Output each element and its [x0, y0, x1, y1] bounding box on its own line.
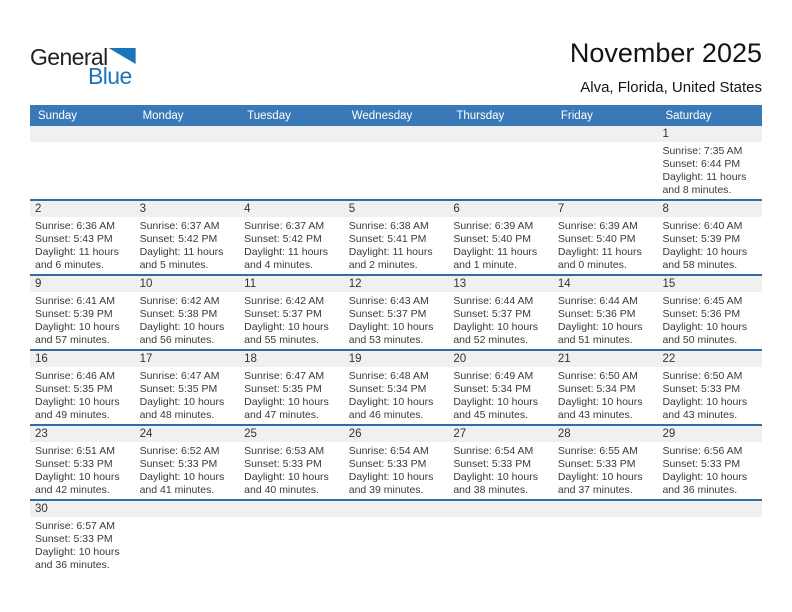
day-minutes-text: and 37 minutes.: [557, 484, 633, 496]
calendar-day-cell: [30, 201, 135, 274]
day-daylight-text: Daylight: 10 hours: [662, 321, 748, 333]
day-sunset-text: Sunset: 5:33 PM: [453, 458, 531, 470]
day-sunset-text: Sunset: 5:35 PM: [244, 383, 322, 395]
day-sunrise-text: Sunrise: 6:47 AM: [139, 370, 220, 382]
day-sunset-text: Sunset: 5:40 PM: [557, 233, 636, 245]
day-minutes-text: and 57 minutes.: [35, 334, 110, 346]
day-sunrise-text: Sunrise: 6:37 AM: [244, 220, 325, 232]
day-daylight-text: Daylight: 10 hours: [557, 471, 643, 483]
day-sunrise-text: Sunrise: 6:47 AM: [244, 370, 325, 382]
day-sunset-text: Sunset: 5:35 PM: [35, 383, 113, 395]
day-number: 14: [553, 276, 658, 292]
day-minutes-text: and 58 minutes.: [662, 259, 738, 271]
general-blue-logo: [30, 46, 140, 88]
day-details: [30, 292, 135, 347]
page-title: November 2025: [569, 38, 762, 68]
day-sunset-text: Sunset: 5:35 PM: [139, 383, 218, 395]
day-sunset-text: Sunset: 5:33 PM: [244, 458, 322, 470]
day-number: 8: [657, 201, 762, 217]
calendar-empty-cell: [448, 126, 553, 199]
calendar-day-cell: [239, 351, 344, 424]
day-daylight-text: Daylight: 10 hours: [244, 396, 329, 408]
day-sunset-text: Sunset: 5:36 PM: [557, 308, 636, 320]
day-sunrise-text: Sunrise: 7:35 AM: [662, 145, 743, 157]
day-number: 1: [657, 126, 762, 142]
day-sunrise-text: Sunrise: 6:55 AM: [557, 445, 638, 457]
day-details: [344, 367, 449, 422]
day-number: [448, 126, 553, 142]
day-daylight-text: Daylight: 10 hours: [348, 396, 434, 408]
calendar-empty-cell: [657, 501, 762, 574]
day-daylight-text: Daylight: 10 hours: [453, 321, 538, 333]
day-sunset-text: Sunset: 5:34 PM: [348, 383, 427, 395]
calendar-day-cell: [657, 426, 762, 499]
day-number: 5: [344, 201, 449, 217]
day-daylight-text: Daylight: 11 hours: [557, 246, 642, 258]
day-minutes-text: and 52 minutes.: [453, 334, 529, 346]
calendar-week-row: [30, 501, 762, 574]
calendar-day-cell: [448, 201, 553, 274]
day-minutes-text: and 43 minutes.: [662, 409, 738, 421]
day-sunset-text: Sunset: 5:37 PM: [348, 308, 427, 320]
day-details: [657, 367, 762, 422]
day-number: [553, 126, 658, 142]
day-sunset-text: Sunset: 5:38 PM: [139, 308, 218, 320]
calendar-day-cell: [553, 276, 658, 349]
day-sunrise-text: Sunrise: 6:37 AM: [139, 220, 220, 232]
day-minutes-text: and 41 minutes.: [139, 484, 215, 496]
calendar-day-cell: [239, 426, 344, 499]
day-sunset-text: Sunset: 5:33 PM: [35, 458, 113, 470]
day-number: 29: [657, 426, 762, 442]
day-sunrise-text: Sunrise: 6:39 AM: [453, 220, 534, 232]
day-sunrise-text: Sunrise: 6:53 AM: [244, 445, 325, 457]
day-number: 10: [135, 276, 240, 292]
day-minutes-text: and 51 minutes.: [557, 334, 633, 346]
day-sunrise-text: Sunrise: 6:39 AM: [557, 220, 638, 232]
day-minutes-text: and 36 minutes.: [35, 559, 110, 571]
day-minutes-text: and 48 minutes.: [139, 409, 215, 421]
day-minutes-text: and 40 minutes.: [244, 484, 319, 496]
day-daylight-text: Daylight: 10 hours: [35, 546, 120, 558]
day-minutes-text: and 42 minutes.: [35, 484, 110, 496]
day-details: [344, 217, 449, 272]
day-number: [344, 501, 449, 517]
calendar-weeks: [30, 126, 762, 574]
calendar-day-cell: [344, 201, 449, 274]
weekday-header-saturday: Saturday: [665, 109, 712, 122]
day-sunset-text: Sunset: 5:34 PM: [453, 383, 531, 395]
calendar-day-cell: [657, 126, 762, 199]
day-number: 20: [448, 351, 553, 367]
day-details: [553, 367, 658, 422]
day-details: [657, 442, 762, 497]
day-daylight-text: Daylight: 10 hours: [348, 471, 434, 483]
day-sunrise-text: Sunrise: 6:49 AM: [453, 370, 534, 382]
day-daylight-text: Daylight: 11 hours: [139, 246, 224, 258]
day-sunrise-text: Sunrise: 6:43 AM: [348, 295, 429, 307]
day-details: [30, 367, 135, 422]
day-sunset-text: Sunset: 5:33 PM: [348, 458, 427, 470]
day-sunrise-text: Sunrise: 6:46 AM: [35, 370, 115, 382]
day-daylight-text: Daylight: 11 hours: [662, 171, 747, 183]
day-sunrise-text: Sunrise: 6:52 AM: [139, 445, 220, 457]
day-number: 23: [30, 426, 135, 442]
day-daylight-text: Daylight: 10 hours: [348, 321, 434, 333]
day-details: [553, 217, 658, 272]
day-sunset-text: Sunset: 5:33 PM: [557, 458, 636, 470]
day-details: [448, 217, 553, 272]
day-number: 19: [344, 351, 449, 367]
day-minutes-text: and 49 minutes.: [35, 409, 110, 421]
day-sunset-text: Sunset: 5:39 PM: [35, 308, 113, 320]
page-subtitle: Alva, Florida, United States: [580, 79, 762, 96]
day-sunrise-text: Sunrise: 6:45 AM: [662, 295, 743, 307]
calendar-day-cell: [135, 276, 240, 349]
day-details: [135, 217, 240, 272]
day-sunset-text: Sunset: 5:39 PM: [662, 233, 741, 245]
day-daylight-text: Daylight: 10 hours: [35, 321, 120, 333]
day-sunrise-text: Sunrise: 6:42 AM: [139, 295, 220, 307]
day-sunset-text: Sunset: 5:33 PM: [35, 533, 113, 545]
day-details: [448, 442, 553, 497]
calendar-empty-cell: [30, 126, 135, 199]
day-sunset-text: Sunset: 5:37 PM: [244, 308, 322, 320]
day-sunrise-text: Sunrise: 6:56 AM: [662, 445, 743, 457]
day-minutes-text: and 50 minutes.: [662, 334, 738, 346]
day-minutes-text: and 6 minutes.: [35, 259, 104, 271]
day-number: [553, 501, 658, 517]
day-sunrise-text: Sunrise: 6:51 AM: [35, 445, 115, 457]
day-sunrise-text: Sunrise: 6:44 AM: [557, 295, 638, 307]
day-number: 11: [239, 276, 344, 292]
calendar-day-cell: [239, 276, 344, 349]
day-minutes-text: and 45 minutes.: [453, 409, 529, 421]
day-minutes-text: and 56 minutes.: [139, 334, 215, 346]
day-number: [135, 126, 240, 142]
day-details: [448, 292, 553, 347]
calendar-day-cell: [553, 201, 658, 274]
day-details: [135, 442, 240, 497]
day-number: 26: [344, 426, 449, 442]
calendar-day-cell: [657, 276, 762, 349]
day-details: [239, 292, 344, 347]
calendar-empty-cell: [448, 501, 553, 574]
calendar-day-cell: [448, 426, 553, 499]
day-number: 3: [135, 201, 240, 217]
day-sunset-text: Sunset: 5:42 PM: [244, 233, 322, 245]
day-number: 28: [553, 426, 658, 442]
day-minutes-text: and 5 minutes.: [139, 259, 209, 271]
calendar-week-row: [30, 276, 762, 351]
day-number: 17: [135, 351, 240, 367]
day-details: [344, 292, 449, 347]
day-details: [30, 442, 135, 497]
day-details: [344, 442, 449, 497]
calendar-day-cell: [344, 426, 449, 499]
day-sunset-text: Sunset: 5:36 PM: [662, 308, 741, 320]
calendar-day-cell: [553, 426, 658, 499]
day-minutes-text: and 47 minutes.: [244, 409, 319, 421]
day-daylight-text: Daylight: 10 hours: [453, 396, 538, 408]
day-sunrise-text: Sunrise: 6:54 AM: [348, 445, 429, 457]
day-number: 27: [448, 426, 553, 442]
day-minutes-text: and 1 minute.: [453, 259, 517, 271]
calendar-day-cell: [135, 351, 240, 424]
day-details: [30, 517, 135, 572]
day-number: 30: [30, 501, 135, 517]
calendar-day-cell: [30, 276, 135, 349]
day-sunset-text: Sunset: 5:33 PM: [139, 458, 218, 470]
day-number: 4: [239, 201, 344, 217]
day-daylight-text: Daylight: 11 hours: [35, 246, 119, 258]
calendar-day-cell: [448, 351, 553, 424]
day-minutes-text: and 46 minutes.: [348, 409, 424, 421]
day-daylight-text: Daylight: 10 hours: [662, 246, 748, 258]
day-sunrise-text: Sunrise: 6:50 AM: [557, 370, 638, 382]
day-sunrise-text: Sunrise: 6:42 AM: [244, 295, 325, 307]
day-minutes-text: and 0 minutes.: [557, 259, 627, 271]
day-details: [448, 367, 553, 422]
day-daylight-text: Daylight: 11 hours: [348, 246, 433, 258]
day-sunrise-text: Sunrise: 6:40 AM: [662, 220, 743, 232]
day-number: [344, 126, 449, 142]
day-details: [657, 217, 762, 272]
day-daylight-text: Daylight: 10 hours: [557, 396, 643, 408]
day-details: [135, 367, 240, 422]
day-daylight-text: Daylight: 10 hours: [662, 396, 748, 408]
day-minutes-text: and 53 minutes.: [348, 334, 424, 346]
weekday-header-wednesday: Wednesday: [351, 109, 413, 122]
calendar-week-row: [30, 126, 762, 201]
day-sunrise-text: Sunrise: 6:36 AM: [35, 220, 115, 232]
day-number: 13: [448, 276, 553, 292]
calendar-empty-cell: [135, 501, 240, 574]
day-details: [135, 292, 240, 347]
day-sunrise-text: Sunrise: 6:41 AM: [35, 295, 115, 307]
day-daylight-text: Daylight: 10 hours: [35, 396, 120, 408]
calendar-day-cell: [657, 201, 762, 274]
calendar-empty-cell: [239, 126, 344, 199]
day-number: [30, 126, 135, 142]
day-sunset-text: Sunset: 5:41 PM: [348, 233, 427, 245]
weekday-header-row: [30, 105, 762, 126]
calendar-empty-cell: [135, 126, 240, 199]
logo-text-blue: Blue: [88, 63, 132, 89]
day-sunrise-text: Sunrise: 6:48 AM: [348, 370, 429, 382]
day-details: [657, 292, 762, 347]
day-minutes-text: and 55 minutes.: [244, 334, 319, 346]
day-number: 16: [30, 351, 135, 367]
day-sunrise-text: Sunrise: 6:44 AM: [453, 295, 534, 307]
calendar-day-cell: [135, 426, 240, 499]
day-sunrise-text: Sunrise: 6:50 AM: [662, 370, 743, 382]
day-daylight-text: Daylight: 10 hours: [453, 471, 538, 483]
calendar-week-row: [30, 426, 762, 501]
day-daylight-text: Daylight: 11 hours: [244, 246, 329, 258]
day-sunset-text: Sunset: 5:43 PM: [35, 233, 113, 245]
day-number: [239, 501, 344, 517]
calendar-day-cell: [657, 351, 762, 424]
weekday-header-friday: Friday: [560, 109, 593, 122]
day-minutes-text: and 43 minutes.: [557, 409, 633, 421]
day-details: [657, 142, 762, 197]
day-number: 9: [30, 276, 135, 292]
calendar-week-row: [30, 351, 762, 426]
day-number: 18: [239, 351, 344, 367]
logo-triangle-icon: [109, 48, 136, 64]
day-minutes-text: and 2 minutes.: [348, 259, 418, 271]
day-number: [448, 501, 553, 517]
day-sunset-text: Sunset: 5:42 PM: [139, 233, 218, 245]
day-daylight-text: Daylight: 10 hours: [35, 471, 120, 483]
calendar-empty-cell: [344, 126, 449, 199]
day-details: [30, 217, 135, 272]
day-number: 12: [344, 276, 449, 292]
calendar-day-cell: [553, 351, 658, 424]
calendar-day-cell: [30, 501, 135, 574]
day-minutes-text: and 4 minutes.: [244, 259, 314, 271]
day-number: 22: [657, 351, 762, 367]
day-sunset-text: Sunset: 6:44 PM: [662, 158, 741, 170]
day-sunset-text: Sunset: 5:37 PM: [453, 308, 531, 320]
day-minutes-text: and 38 minutes.: [453, 484, 529, 496]
calendar-empty-cell: [553, 501, 658, 574]
weekday-header-tuesday: Tuesday: [247, 109, 291, 122]
day-minutes-text: and 36 minutes.: [662, 484, 738, 496]
day-sunset-text: Sunset: 5:33 PM: [662, 458, 741, 470]
day-details: [239, 217, 344, 272]
day-details: [553, 442, 658, 497]
calendar-week-row: [30, 201, 762, 276]
day-number: 25: [239, 426, 344, 442]
calendar-day-cell: [344, 276, 449, 349]
calendar-day-cell: [135, 201, 240, 274]
day-daylight-text: Daylight: 10 hours: [662, 471, 748, 483]
calendar-day-cell: [30, 426, 135, 499]
day-sunrise-text: Sunrise: 6:54 AM: [453, 445, 534, 457]
day-daylight-text: Daylight: 11 hours: [453, 246, 538, 258]
day-sunrise-text: Sunrise: 6:57 AM: [35, 520, 115, 532]
day-daylight-text: Daylight: 10 hours: [139, 396, 225, 408]
calendar-empty-cell: [553, 126, 658, 199]
day-sunset-text: Sunset: 5:33 PM: [662, 383, 741, 395]
calendar-day-cell: [344, 351, 449, 424]
title-block: [570, 38, 762, 96]
day-sunrise-text: Sunrise: 6:38 AM: [348, 220, 429, 232]
day-daylight-text: Daylight: 10 hours: [244, 471, 329, 483]
day-daylight-text: Daylight: 10 hours: [139, 321, 225, 333]
day-number: 2: [30, 201, 135, 217]
day-sunset-text: Sunset: 5:34 PM: [557, 383, 636, 395]
day-details: [239, 367, 344, 422]
day-sunset-text: Sunset: 5:40 PM: [453, 233, 531, 245]
day-number: [135, 501, 240, 517]
calendar-day-cell: [239, 201, 344, 274]
calendar-empty-cell: [239, 501, 344, 574]
weekday-header-sunday: Sunday: [38, 109, 78, 122]
day-details: [239, 442, 344, 497]
day-minutes-text: and 39 minutes.: [348, 484, 424, 496]
day-number: 21: [553, 351, 658, 367]
day-daylight-text: Daylight: 10 hours: [244, 321, 329, 333]
weekday-header-monday: Monday: [142, 109, 184, 122]
day-minutes-text: and 8 minutes.: [662, 184, 732, 196]
day-number: 7: [553, 201, 658, 217]
day-number: [239, 126, 344, 142]
logo-text-general: General: [30, 44, 108, 70]
calendar-day-cell: [448, 276, 553, 349]
day-number: 6: [448, 201, 553, 217]
day-daylight-text: Daylight: 10 hours: [139, 471, 225, 483]
day-number: 24: [135, 426, 240, 442]
calendar-day-cell: [30, 351, 135, 424]
day-number: 15: [657, 276, 762, 292]
day-number: [657, 501, 762, 517]
weekday-header-thursday: Thursday: [456, 109, 505, 122]
day-daylight-text: Daylight: 10 hours: [557, 321, 643, 333]
calendar-empty-cell: [344, 501, 449, 574]
day-details: [553, 292, 658, 347]
calendar-table: [30, 105, 762, 574]
